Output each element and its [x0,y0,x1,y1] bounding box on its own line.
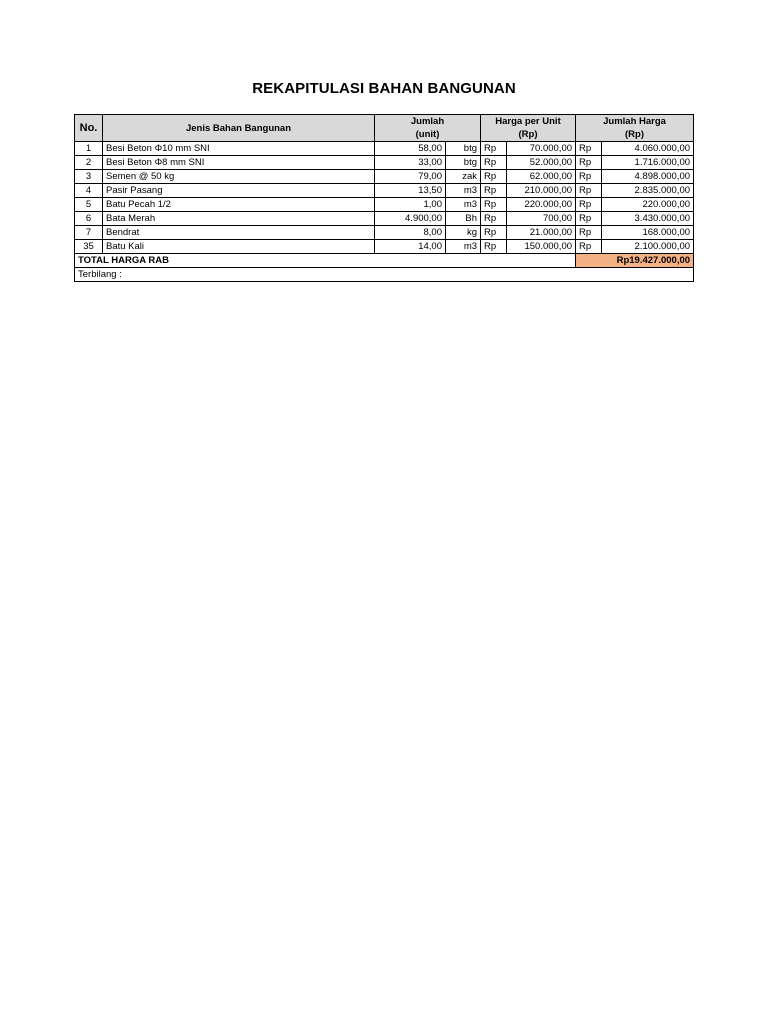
cell-jumlah: 79,00 [375,170,446,184]
cell-harga: 70.000,00 [507,142,576,156]
cell-total: 220.000,00 [602,198,694,212]
header-harga-line2: (Rp) [518,129,538,140]
header-jenis: Jenis Bahan Bangunan [103,115,375,142]
cell-rp-harga: Rp [481,142,507,156]
cell-rp-total: Rp [576,198,602,212]
cell-no: 2 [75,156,103,170]
cell-satuan: m3 [446,184,481,198]
total-label: TOTAL HARGA RAB [75,254,576,268]
cell-jenis: Semen @ 50 kg [103,170,375,184]
cell-rp-total: Rp [576,212,602,226]
cell-jenis: Batu Pecah 1/2 [103,198,375,212]
cell-jenis: Besi Beton Φ8 mm SNI [103,156,375,170]
header-harga [481,115,576,142]
cell-rp-harga: Rp [481,156,507,170]
cell-total: 2.100.000,00 [602,240,694,254]
rekap-table [74,114,694,282]
cell-no: 1 [75,142,103,156]
cell-satuan: m3 [446,240,481,254]
table-row [75,240,694,254]
cell-jenis: Pasir Pasang [103,184,375,198]
table-body [75,142,694,254]
cell-harga: 210.000,00 [507,184,576,198]
cell-jumlah: 4.900,00 [375,212,446,226]
cell-harga: 21.000,00 [507,226,576,240]
cell-harga: 150.000,00 [507,240,576,254]
cell-no: 3 [75,170,103,184]
cell-no: 35 [75,240,103,254]
cell-satuan: btg [446,156,481,170]
table-row [75,198,694,212]
cell-no: 4 [75,184,103,198]
cell-rp-harga: Rp [481,184,507,198]
terbilang-label: Terbilang : [75,268,694,282]
cell-satuan: zak [446,170,481,184]
cell-satuan: kg [446,226,481,240]
cell-jumlah: 58,00 [375,142,446,156]
cell-no: 5 [75,198,103,212]
cell-rp-total: Rp [576,142,602,156]
cell-rp-total: Rp [576,156,602,170]
header-jumlah-harga [576,115,694,142]
cell-jumlah: 13,50 [375,184,446,198]
table-row [75,212,694,226]
table-row [75,156,694,170]
cell-jumlah: 14,00 [375,240,446,254]
cell-rp-total: Rp [576,184,602,198]
cell-jumlah: 1,00 [375,198,446,212]
cell-harga: 62.000,00 [507,170,576,184]
header-harga-line1: Harga per Unit [495,116,561,127]
cell-harga: 220.000,00 [507,198,576,212]
cell-total: 4.060.000,00 [602,142,694,156]
header-jumlah-line2: (unit) [415,129,440,140]
cell-total: 168.000,00 [602,226,694,240]
terbilang-row [75,268,694,282]
cell-harga: 700,00 [507,212,576,226]
cell-jenis: Besi Beton Φ10 mm SNI [103,142,375,156]
cell-rp-total: Rp [576,226,602,240]
cell-rp-harga: Rp [481,240,507,254]
table-row [75,170,694,184]
table-header-row [75,115,694,142]
cell-rp-harga: Rp [481,226,507,240]
cell-rp-total: Rp [576,240,602,254]
table-row [75,142,694,156]
cell-no: 7 [75,226,103,240]
table-row [75,184,694,198]
header-jumlah-line1: Jumlah [410,116,445,127]
cell-satuan: Bh [446,212,481,226]
total-value: Rp19.427.000,00 [576,254,694,268]
cell-no: 6 [75,212,103,226]
total-row [75,254,694,268]
page-title: REKAPITULASI BAHAN BANGUNAN [252,80,516,97]
cell-satuan: btg [446,142,481,156]
cell-total: 1.716.000,00 [602,156,694,170]
cell-total: 2.835.000,00 [602,184,694,198]
cell-jenis: Bata Merah [103,212,375,226]
header-jumlah-harga-line2: (Rp) [625,129,645,140]
header-jumlah [375,115,481,142]
cell-jenis: Bendrat [103,226,375,240]
cell-rp-harga: Rp [481,198,507,212]
cell-jumlah: 8,00 [375,226,446,240]
cell-jenis: Batu Kali [103,240,375,254]
cell-total: 3.430.000,00 [602,212,694,226]
header-jumlah-harga-line1: Jumlah Harga [603,116,666,127]
cell-rp-total: Rp [576,170,602,184]
cell-total: 4.898.000,00 [602,170,694,184]
header-no: No. [75,115,103,142]
cell-harga: 52.000,00 [507,156,576,170]
cell-satuan: m3 [446,198,481,212]
cell-rp-harga: Rp [481,170,507,184]
table-row [75,226,694,240]
cell-rp-harga: Rp [481,212,507,226]
cell-jumlah: 33,00 [375,156,446,170]
